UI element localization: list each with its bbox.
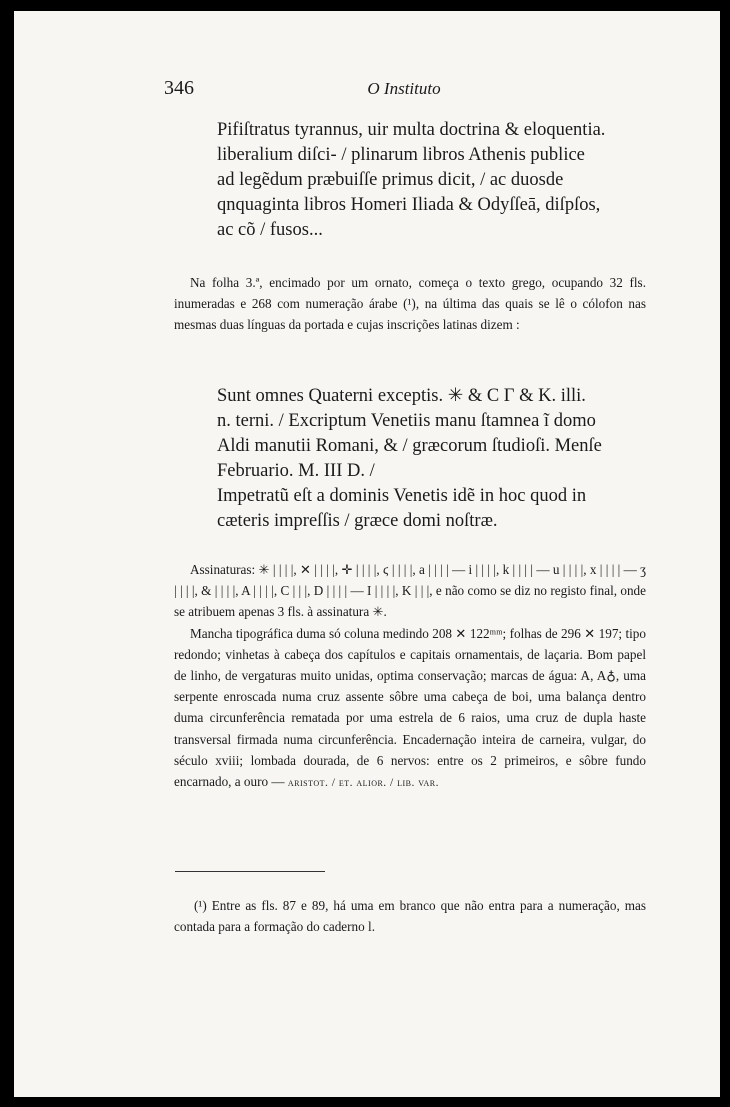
latin-line: Pifiſtratus tyrannus, uir multa doctrina & eloquentia.: [217, 120, 606, 140]
latin-line: Sunt omnes Quaterni exceptis. ✳ & C Γ & K. illi.: [217, 386, 586, 406]
latin-quote-title: [217, 118, 647, 243]
latin-quote-colophon: [217, 384, 647, 534]
signatures-paragraph: Assinaturas: ✳ | | | |, ✕ | | | |, ✛ | | | |, ϛ | | | |, a | | | | — i | | | |, k | | | | — u | | | |, x | | | | — ʒ | | | |, & | | | |, A | | | |, C | | |, D | | | | — I | | | |, K | | |, e não como se diz no registo final, onde se atribuem apenas 3 fls. à assinatura ✳.: [174, 562, 646, 620]
footnote-text: (¹) Entre as fls. 87 e 89, há uma em branco que não entra para a numeração, mas contada para a formação do caderno l.: [174, 898, 646, 934]
latin-line: Februario. M. III D. /: [217, 461, 375, 481]
latin-line: Impetratũ eſt a dominis Venetis idẽ in hoc quod in: [217, 486, 587, 506]
latin-line: Aldi manutii Romani, & / græcorum ſtudioſi. Menſe: [217, 436, 602, 456]
book-page: [14, 11, 720, 1097]
running-title: O Instituto: [367, 79, 441, 98]
description-text: Mancha tipográfica duma só coluna medindo 208 ✕ 122ᵐᵐ; folhas de 296 ✕ 197; tipo redondo; vinhetas à cabeça dos capítulos e capitais ornamentais, de laçaria. Bom papel de linho, de vergaturas muito unidas, optima conservação; marcas de água: A, A♁, uma serpente enroscada numa cruz assente sôbre uma cabeça de boi, uma balança dentro duma circunferência rematada por uma estrela de 6 raios, uma cruz de dupla haste transversal firmada numa circunferência. Encadernação inteira de carneira, vulgar, do século xviii; lombada dourada, de 6 nervos: entre os 2 primeiros, e sôbre fundo encarnado, a ouro —: [174, 625, 646, 790]
spine-label: aristot. / et. alior. / lib. var.: [287, 777, 439, 790]
description-paragraph: [174, 623, 646, 795]
footnote: [174, 895, 646, 937]
latin-line: ad legẽdum præbuiſſe primus dicit, / ac duosde: [217, 170, 564, 190]
intro-paragraph: [174, 272, 646, 336]
latin-line: cæteris impreſſis / græce domi noſtræ.: [217, 511, 498, 531]
intro-text: Na folha 3.ª, encimado por um ornato, começa o texto grego, ocupando 32 fls. inumeradas e 268 com numeração árabe (¹), na última das quais se lê o cólofon nas mesmas duas línguas da portada e cujas inscrições latinas dizem :: [174, 275, 646, 333]
footnote-rule: [175, 871, 325, 872]
page-header: [164, 77, 644, 107]
latin-line: liberalium diſci- / plinarum libros Athenis publice: [217, 145, 585, 165]
latin-line: ac cõ / fusos...: [217, 220, 323, 240]
bibliographic-description: [174, 559, 646, 794]
page-number: 346: [164, 77, 194, 99]
latin-line: qnquaginta libros Homeri Iliada & Odyſſeā, diſpſos,: [217, 195, 601, 215]
latin-line: n. terni. / Excriptum Venetiis manu ſtamnea ĩ domo: [217, 411, 596, 431]
